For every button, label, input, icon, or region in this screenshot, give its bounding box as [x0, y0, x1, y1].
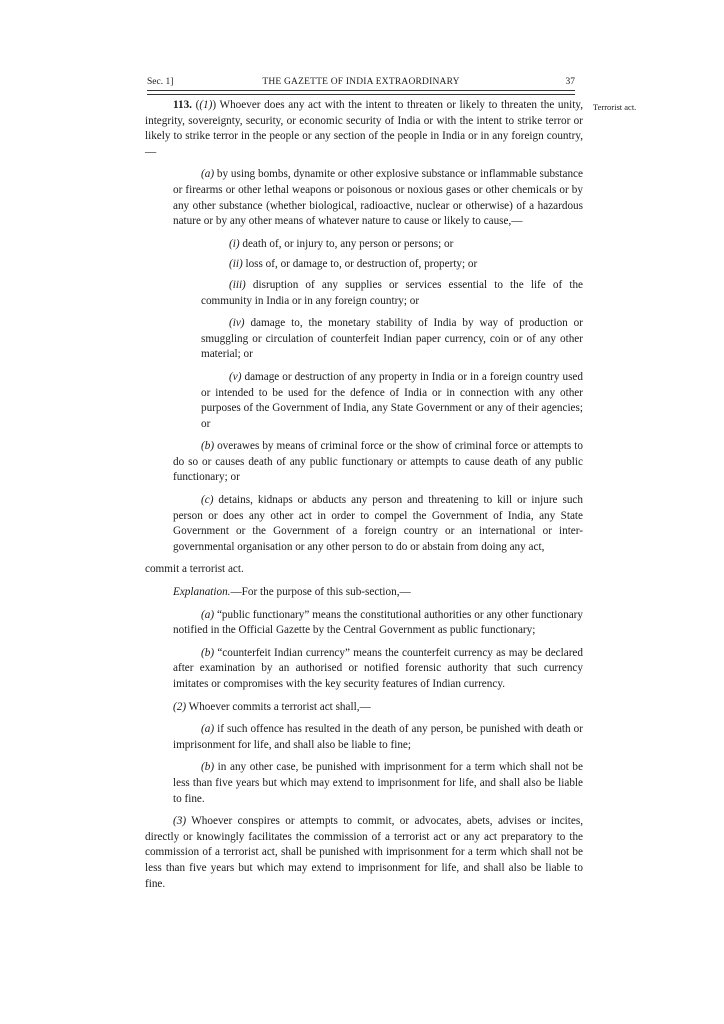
clause-a-label: (a): [201, 168, 215, 181]
explanation-b: (b) “counterfeit Indian currency” means the counterfeit currency as may be declared after examination by an authorised or notified forensic authority that such currency imitates or compromises with the key security features of Indian currency.: [173, 646, 583, 690]
header-rule: [147, 90, 575, 95]
sub-clause-v: (v) damage or destruction of any property in India or in a foreign country used or intended to be used for the defence of India or in connection with any other purposes of the Government of India, any State Government or any of their agencies; or: [201, 370, 583, 430]
clause-b: (b) overawes by means of criminal force or the show of criminal force or attempts to do so or causes death of any public functionary or attempts to cause death of any public functionary; or: [173, 440, 583, 484]
section-number: 113.: [173, 99, 192, 111]
margin-note: Terrorist act.: [593, 102, 637, 112]
clause-c: (c) detains, kidnaps or abducts any person and threatening to kill or injure such person or does any other act in order to compel the Government of India, any State Government or the Government of a foreign country or an international or inter-governmental organisation or any other person to do or abstain from doing any act,: [173, 494, 583, 553]
sub-clause-iii: (iii) disruption of any supplies or services essential to the life of the community in India or in any foreign country; or: [201, 278, 583, 307]
header-page-number: 37: [565, 77, 575, 87]
section-113: [145, 98, 583, 899]
sub-clause-iv: (iv) damage to, the monetary stability of India by way of production or smuggling or circulation of counterfeit Indian paper currency, coin or of any other material; or: [201, 317, 583, 361]
sub-section-2-a: (a) if such offence has resulted in the death of any person, be punished with death or imprisonment for life, and shall also be liable to fine;: [173, 723, 583, 751]
sub-section-1-intro: 113. ((1)) Whoever does any act with the intent to threaten or likely to threaten the unity, integrity, sovereignty, security, or economic security of India or with the intent to strike terror or likely to strike terror in the people or any section of the people in India or in any foreign country,—: [145, 99, 583, 158]
page-header: [147, 74, 575, 92]
explanation: Explanation.—For the purpose of this sub-section,—: [173, 586, 411, 599]
sub-section-2: (2) Whoever commits a terrorist act shall,—: [173, 700, 371, 713]
clause-a: (a) by using bombs, dynamite or other explosive substance or inflammable substance or firearms or other lethal weapons or poisonous or noxious gases or other chemicals or by any other substance (whether biological, radioactive, nuclear or otherwise) of a hazardous nature or by any other means of whatever nature to cause or likely to cause,—: [173, 168, 583, 228]
explanation-label: Explanation.: [173, 586, 231, 599]
sub-clause-ii: (ii) loss of, or damage to, or destruction of, property; or: [229, 258, 478, 271]
sub-section-3: (3) Whoever conspires or attempts to commit, or advocates, abets, advises or incites, directly or knowingly facilitates the commission of a terrorist act or any act preparatory to the commission of a terrorist act, shall be punished with imprisonment for a term which shall not be less than five years but which may extend to imprisonment for life, and shall also be liable to fine.: [145, 815, 583, 890]
sub-section-1-label: ((1)): [195, 99, 217, 111]
header-section: Sec. 1]: [147, 77, 174, 87]
sub-clause-i: (i) death of, or injury to, any person or persons; or: [229, 237, 454, 250]
header-title: THE GAZETTE OF INDIA EXTRAORDINARY: [262, 77, 460, 87]
closing-text: commit a terrorist act.: [145, 563, 244, 576]
explanation-a: (a) “public functionary” means the constitutional authorities or any other functionary notified in the Official Gazette by the Central Government as public functionary;: [173, 608, 583, 637]
sub-section-2-b: (b) in any other case, be punished with imprisonment for a term which shall not be less than five years but which may extend to imprisonment for life, and shall also be liable to fine.: [173, 761, 583, 805]
